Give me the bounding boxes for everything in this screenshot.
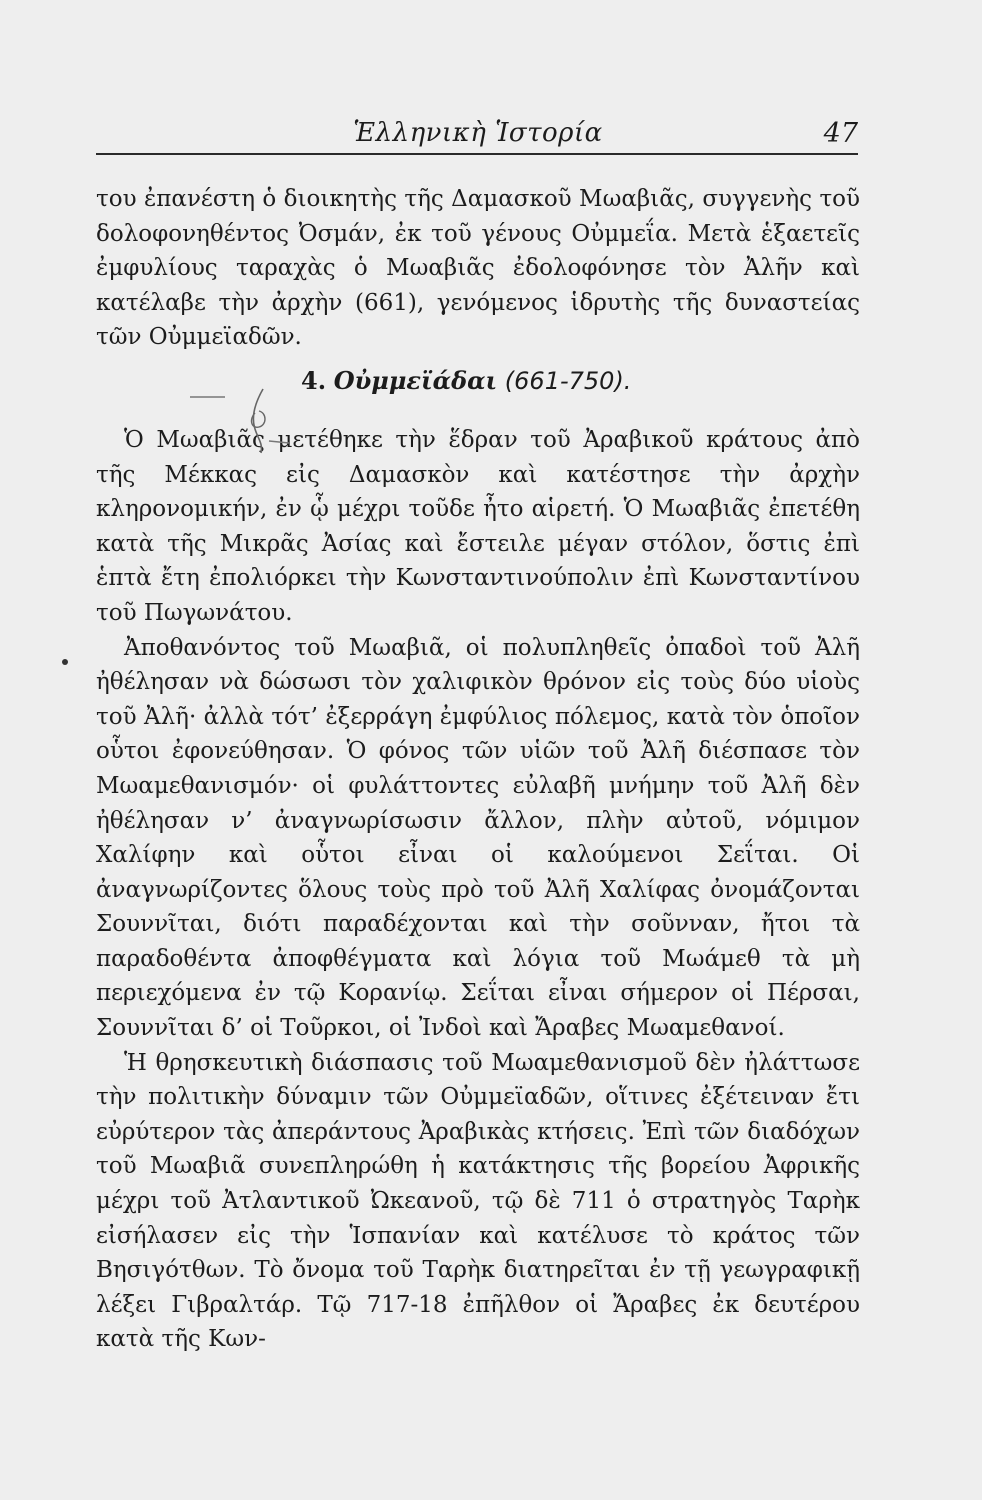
body-text (96, 182, 860, 1357)
paragraph-4: Ἡ θρησκευτικὴ διάσπασις τοῦ Μωαμεθανισμοῦ δὲν ἠλάττωσε τὴν πολιτικὴν δύναμιν τῶν Οὐμμεϊαδῶν, οἵτινες ἐξέτειναν ἔτι εὐρύτερον τὰς ἀπεράντους Ἀραβικὰς κτήσεις. Ἐπὶ τῶν διαδόχων τοῦ Μωαβιᾶ συνεπληρώθη ἡ κατάκτησις τῆς βορείου Ἀφρικῆς μέχρι τοῦ Ἀτλαντικοῦ Ὠκεανοῦ, τῷ δὲ 711 ὁ στρατηγὸς Ταρὴκ εἰσήλασεν εἰς τὴν Ἱσπανίαν καὶ κατέλυσε τὸ κράτος τῶν Βησιγότθων. Τὸ ὄνομα τοῦ Ταρὴκ διατηρεῖται ἐν τῇ γεωγραφικῇ λέξει Γιβραλτάρ. Τῷ 717-18 ἐπῆλθον οἱ Ἄραβες ἐκ δευτέρου κατὰ τῆς Κων- (96, 1049, 860, 1353)
section-number: 4. (301, 365, 327, 395)
section-title: Οὐμμεϊάδαι (333, 365, 498, 395)
header-rule (96, 153, 858, 155)
running-title: Ἑλληνικὴ Ἱστορία (353, 118, 603, 148)
margin-dot-mark (62, 659, 68, 665)
section-years: (661-750). (504, 366, 632, 395)
page-header (96, 112, 860, 152)
page-number: 47 (823, 118, 858, 149)
paragraph-3: Ἀποθανόντος τοῦ Μωαβιᾶ, οἱ πολυπληθεῖς ὀπαδοὶ τοῦ Ἀλῆ ἠθέλησαν νὰ δώσωσι τὸν χαλιφικὸν θρόνον εἰς τοὺς δύο υἱοὺς τοῦ Ἀλῆ· ἀλλὰ τότ’ ἐξερράγη ἐμφύλιος πόλεμος, κατὰ τὸν ὁποῖον οὗτοι ἐφονεύθησαν. Ὁ φόνος τῶν υἱῶν τοῦ Ἀλῆ διέσπασε τὸν Μωαμεθανισμόν· οἱ φυλάττοντες εὐλαβῆ μνήμην τοῦ Ἀλῆ δὲν ἠθέλησαν ν’ ἀναγνωρίσωσιν ἄλλον, πλὴν αὐτοῦ, νόμιμον Χαλίφην καὶ οὗτοι εἶναι οἱ καλούμενοι Σεΐται. Οἱ ἀναγνωρίζοντες ὅλους τοὺς πρὸ τοῦ Ἀλῆ Χαλίφας ὀνομάζονται Σουννῖται, διότι παραδέχονται καὶ τὴν σοῦνναν, ἤτοι τὰ παραδοθέντα ἀποφθέγματα καὶ λόγια τοῦ Μωάμεθ τὰ μὴ περιεχόμενα ἐν τῷ Κορανίῳ. Σεΐται εἶναι σήμερον οἱ Πέρσαι, Σουννῖται δ’ οἱ Τοῦρκοι, οἱ Ἰνδοὶ καὶ Ἄραβες Μωαμεθανοί. (96, 634, 860, 1042)
paragraph-2: Ὁ Μωαβιᾶς μετέθηκε τὴν ἕδραν τοῦ Ἀραβικοῦ κράτους ἀπὸ τῆς Μέκκας εἰς Δαμασκὸν καὶ κατέστησε τὴν ἀρχὴν κληρονομικήν, ἐν ᾧ μέχρι τοῦδε ἦτο αἱρετή. Ὁ Μωαβιᾶς ἐπετέθη κατὰ τῆς Μικρᾶς Ἀσίας καὶ ἔστειλε μέγαν στόλον, ὅστις ἐπὶ ἑπτὰ ἔτη ἐπολιόρκει τὴν Κωνσταντινούπολιν ἐπὶ Κωνσταντίνου τοῦ Πωγωνάτου. (96, 426, 860, 626)
pencil-annotation-mark (185, 383, 295, 463)
paragraph-1: του ἐπανέστη ὁ διοικητὴς τῆς Δαμασκοῦ Μωαβιᾶς, συγγενὴς τοῦ δολοφονηθέντος Ὀσμάν, ἐκ τοῦ γένους Οὐμμεΐα. Μετὰ ἑξαετεῖς ἐμφυλίους ταραχὰς ὁ Μωαβιᾶς ἐδολοφόνησε τὸν Ἀλῆν καὶ κατέλαβε τὴν ἀρχὴν (661), γενόμενος ἱδρυτὴς τῆς δυναστείας τῶν Οὐμμεϊαδῶν. (96, 186, 860, 351)
